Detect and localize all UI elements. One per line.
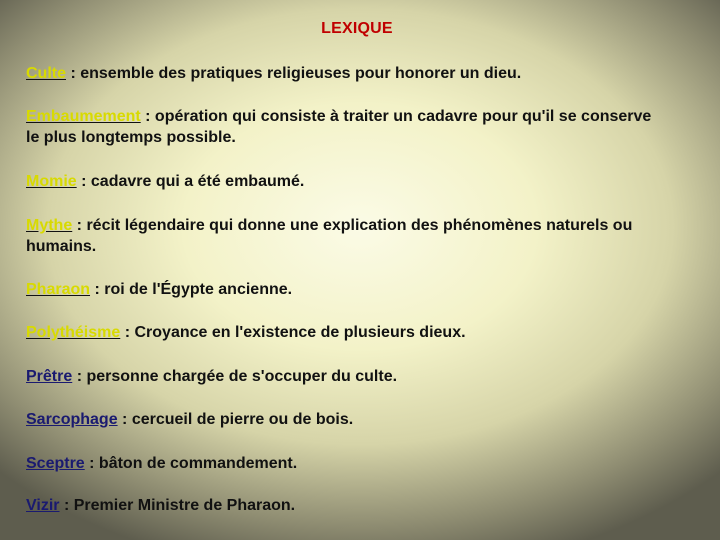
glossary-entry-pretre [26,366,397,387]
term-sceptre: Sceptre [26,455,85,472]
glossary-entry-embaumement [26,106,666,148]
definition-pharaon: : roi de l'Égypte ancienne. [90,281,293,298]
slide-title: LEXIQUE [321,20,393,37]
glossary-entry-pharaon [26,279,292,300]
glossary-entry-polytheisme [26,322,466,343]
term-vizir: Vizir [26,497,60,514]
definition-culte: : ensemble des pratiques religieuses pour honorer un dieu. [66,65,522,82]
definition-pretre: : personne chargée de s'occuper du culte. [72,368,398,385]
term-pharaon: Pharaon [26,281,91,298]
definition-vizir: : Premier Ministre de Pharaon. [59,497,296,514]
term-polytheisme: Polythéisme [26,324,121,341]
term-momie: Momie [26,173,77,190]
definition-sarcophage: : cercueil de pierre ou de bois. [117,411,354,428]
definition-embaumement: : opération qui consiste à traiter un cadavre pour qu'il se conserve le plus longtemps possible. [26,108,652,146]
definition-polytheisme: : Croyance en l'existence de plusieurs dieux. [120,324,466,341]
glossary-entry-sceptre [26,453,297,474]
glossary-entry-mythe [26,215,694,257]
glossary-entry-sarcophage [26,409,353,430]
definition-momie: : cadavre qui a été embaumé. [76,173,305,190]
definition-mythe: : récit légendaire qui donne une explication des phénomènes naturels ou humains. [26,217,633,255]
glossary-entry-culte [26,63,521,84]
term-culte: Culte [26,65,66,82]
glossary-entry-vizir [26,495,295,516]
term-embaumement: Embaumement [26,108,141,125]
term-pretre: Prêtre [26,368,73,385]
term-mythe: Mythe [26,217,73,234]
term-sarcophage: Sarcophage [26,411,118,428]
definition-sceptre: : bâton de commandement. [84,455,298,472]
glossary-entry-momie [26,171,304,192]
